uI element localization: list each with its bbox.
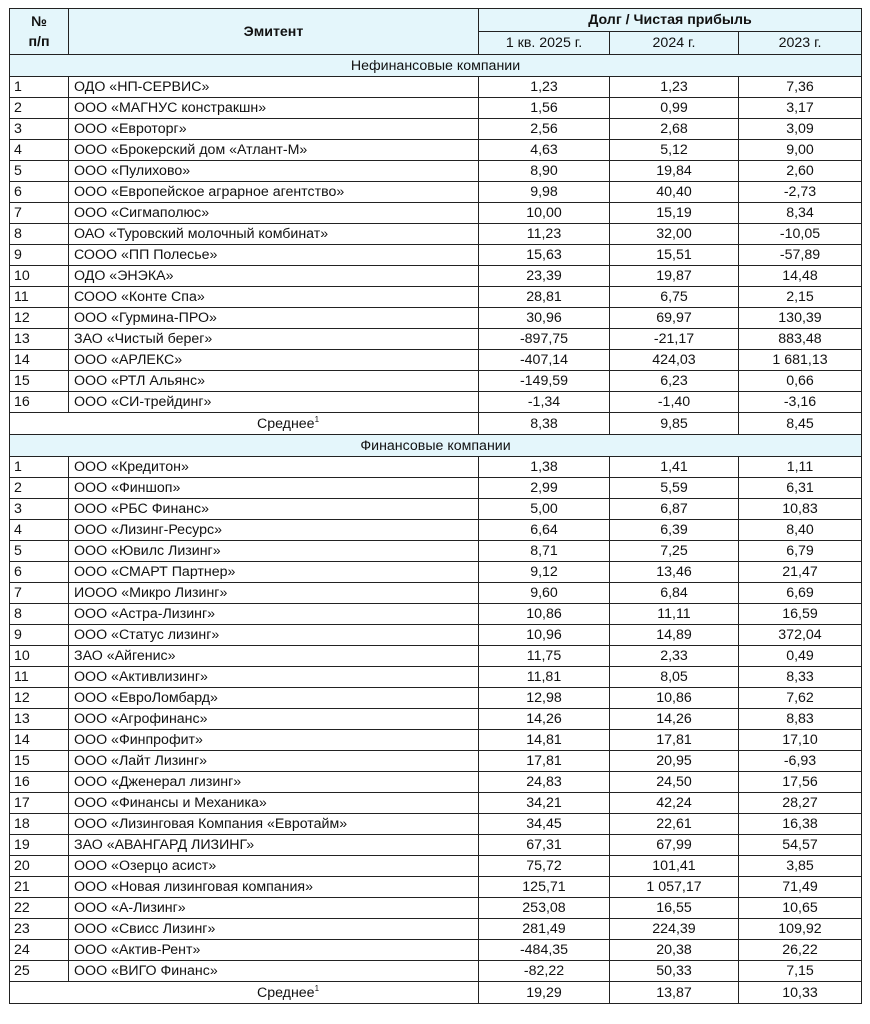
- issuer-name: ООО «А-Лизинг»: [69, 898, 479, 919]
- value-2023: 6,79: [739, 541, 862, 562]
- value-q1-2025: -82,22: [479, 961, 610, 982]
- issuer-name: ООО «Финпрофит»: [69, 730, 479, 751]
- table-row: [10, 287, 862, 308]
- row-number: 11: [10, 287, 69, 308]
- issuer-name: СООО «Конте Спа»: [69, 287, 479, 308]
- issuer-name: ООО «Ювилс Лизинг»: [69, 541, 479, 562]
- row-number: 19: [10, 835, 69, 856]
- table-row: [10, 646, 862, 667]
- value-2023: 1,11: [739, 457, 862, 478]
- row-number: 10: [10, 266, 69, 287]
- value-q1-2025: -1,34: [479, 392, 610, 413]
- value-2024: 24,50: [610, 772, 739, 793]
- row-number: 10: [10, 646, 69, 667]
- value-2024: 6,39: [610, 520, 739, 541]
- table-row: [10, 140, 862, 161]
- value-2024: -21,17: [610, 329, 739, 350]
- value-q1-2025: -407,14: [479, 350, 610, 371]
- value-2023: 71,49: [739, 877, 862, 898]
- issuer-name: ИООО «Микро Лизинг»: [69, 583, 479, 604]
- value-q1-2025: 125,71: [479, 877, 610, 898]
- value-q1-2025: 9,98: [479, 182, 610, 203]
- table-row: [10, 856, 862, 877]
- value-q1-2025: 8,71: [479, 541, 610, 562]
- value-q1-2025: 15,63: [479, 245, 610, 266]
- value-2023: 2,15: [739, 287, 862, 308]
- row-number: 15: [10, 371, 69, 392]
- average-label: Среднее: [256, 415, 315, 432]
- value-q1-2025: 24,83: [479, 772, 610, 793]
- row-number: 23: [10, 919, 69, 940]
- section-header-row: [10, 55, 862, 77]
- issuer-name: ООО «Финшоп»: [69, 478, 479, 499]
- value-2023: 1 681,13: [739, 350, 862, 371]
- issuer-name: ООО «Финансы и Механика»: [69, 793, 479, 814]
- table-row: [10, 350, 862, 371]
- value-2023: 28,27: [739, 793, 862, 814]
- value-2023: 130,39: [739, 308, 862, 329]
- table-row: [10, 940, 862, 961]
- table-row: [10, 772, 862, 793]
- issuer-name: ООО «Гурмина-ПРО»: [69, 308, 479, 329]
- row-number: 7: [10, 583, 69, 604]
- value-2023: 16,38: [739, 814, 862, 835]
- row-number: 9: [10, 245, 69, 266]
- table-row: [10, 308, 862, 329]
- issuer-name: ЗАО «Айгенис»: [69, 646, 479, 667]
- value-2024: 101,41: [610, 856, 739, 877]
- value-q1-2025: 5,00: [479, 499, 610, 520]
- value-2024: 13,46: [610, 562, 739, 583]
- row-number: 25: [10, 961, 69, 982]
- row-number: 5: [10, 161, 69, 182]
- value-q1-2025: 28,81: [479, 287, 610, 308]
- value-2023: 3,17: [739, 98, 862, 119]
- value-q1-2025: 10,00: [479, 203, 610, 224]
- value-q1-2025: 1,23: [479, 77, 610, 98]
- value-2023: -2,73: [739, 182, 862, 203]
- value-q1-2025: 6,64: [479, 520, 610, 541]
- value-2024: 69,97: [610, 308, 739, 329]
- value-2024: 10,86: [610, 688, 739, 709]
- value-2024: 1,41: [610, 457, 739, 478]
- value-2023: 3,09: [739, 119, 862, 140]
- table-row: [10, 625, 862, 646]
- average-label: Среднее: [256, 984, 315, 1001]
- issuer-name: ООО «Лайт Лизинг»: [69, 751, 479, 772]
- value-q1-2025: 11,75: [479, 646, 610, 667]
- table-row: [10, 478, 862, 499]
- value-2023: 8,33: [739, 667, 862, 688]
- value-2024: 14,26: [610, 709, 739, 730]
- value-2024: 1,23: [610, 77, 739, 98]
- issuer-name: ООО «МАГНУС констракшн»: [69, 98, 479, 119]
- table-row: [10, 266, 862, 287]
- value-2023: -6,93: [739, 751, 862, 772]
- value-2023: 8,40: [739, 520, 862, 541]
- value-q1-2025: 2,56: [479, 119, 610, 140]
- value-2023: 26,22: [739, 940, 862, 961]
- row-number: 12: [10, 308, 69, 329]
- value-2024: 15,51: [610, 245, 739, 266]
- value-q1-2025: 1,38: [479, 457, 610, 478]
- issuer-name: ЗАО «АВАНГАРД ЛИЗИНГ»: [69, 835, 479, 856]
- row-number: 14: [10, 350, 69, 371]
- value-2023: 7,36: [739, 77, 862, 98]
- value-2024: 424,03: [610, 350, 739, 371]
- table-row: [10, 457, 862, 478]
- row-number: 22: [10, 898, 69, 919]
- value-q1-2025: 9,12: [479, 562, 610, 583]
- average-footnote-marker: 1: [314, 414, 320, 424]
- issuer-name: ООО «Лизинг-Ресурс»: [69, 520, 479, 541]
- issuer-name: ООО «Свисс Лизинг»: [69, 919, 479, 940]
- value-2023: 7,15: [739, 961, 862, 982]
- average-label-cell: [10, 982, 479, 1004]
- value-q1-2025: 23,39: [479, 266, 610, 287]
- issuer-name: ОАО «Туровский молочный комбинат»: [69, 224, 479, 245]
- section-title: Нефинансовые компании: [10, 55, 862, 77]
- table-row: [10, 119, 862, 140]
- table-row: [10, 898, 862, 919]
- value-q1-2025: 253,08: [479, 898, 610, 919]
- table-row: [10, 203, 862, 224]
- issuer-name: ООО «Сигмаполюс»: [69, 203, 479, 224]
- value-2023: -3,16: [739, 392, 862, 413]
- period-header-2024: 2024 г.: [610, 32, 739, 55]
- number-label: №: [31, 13, 47, 30]
- issuer-name: ООО «АРЛЕКС»: [69, 350, 479, 371]
- issuer-column-header: Эмитент: [69, 9, 479, 55]
- value-q1-2025: 14,81: [479, 730, 610, 751]
- issuer-name: ООО «СИ-трейдинг»: [69, 392, 479, 413]
- value-q1-2025: 9,60: [479, 583, 610, 604]
- table-row: [10, 919, 862, 940]
- row-number: 20: [10, 856, 69, 877]
- value-2023: 10,83: [739, 499, 862, 520]
- table-row: [10, 667, 862, 688]
- issuer-name: ОДО «НП-СЕРВИС»: [69, 77, 479, 98]
- value-2024: 14,89: [610, 625, 739, 646]
- issuer-name: ООО «Новая лизинговая компания»: [69, 877, 479, 898]
- value-q1-2025: 67,31: [479, 835, 610, 856]
- row-number: 7: [10, 203, 69, 224]
- row-number: 6: [10, 562, 69, 583]
- value-2024: 20,95: [610, 751, 739, 772]
- table-row: [10, 730, 862, 751]
- value-q1-2025: 11,81: [479, 667, 610, 688]
- value-2024: 32,00: [610, 224, 739, 245]
- debt-to-net-profit-table: [9, 8, 862, 1004]
- value-2023: 2,60: [739, 161, 862, 182]
- section-title: Финансовые компании: [10, 435, 862, 457]
- issuer-name: ООО «Лизинговая Компания «Евротайм»: [69, 814, 479, 835]
- value-2024: 40,40: [610, 182, 739, 203]
- issuer-name: ООО «Дженерал лизинг»: [69, 772, 479, 793]
- issuer-name: ООО «ЕвроЛомбард»: [69, 688, 479, 709]
- value-q1-2025: 14,26: [479, 709, 610, 730]
- table-row: [10, 245, 862, 266]
- issuer-name: ООО «Озерцо асист»: [69, 856, 479, 877]
- issuer-name: ОДО «ЭНЭКА»: [69, 266, 479, 287]
- average-footnote-marker: 1: [314, 983, 320, 993]
- value-q1-2025: 10,96: [479, 625, 610, 646]
- value-2024: 6,84: [610, 583, 739, 604]
- value-2023: 372,04: [739, 625, 862, 646]
- table-row: [10, 604, 862, 625]
- issuer-name: ООО «Пулихово»: [69, 161, 479, 182]
- average-label-cell: [10, 413, 479, 435]
- value-q1-2025: 34,21: [479, 793, 610, 814]
- issuer-name: ООО «Брокерский дом «Атлант-М»: [69, 140, 479, 161]
- value-2024: 6,75: [610, 287, 739, 308]
- value-q1-2025: 2,99: [479, 478, 610, 499]
- issuer-name: ООО «Европейское аграрное агентство»: [69, 182, 479, 203]
- value-q1-2025: 10,86: [479, 604, 610, 625]
- row-number: 1: [10, 457, 69, 478]
- value-2024: 19,87: [610, 266, 739, 287]
- value-2024: 50,33: [610, 961, 739, 982]
- table-row: [10, 835, 862, 856]
- row-number: 3: [10, 119, 69, 140]
- average-q1-2025: 8,38: [479, 413, 610, 435]
- issuer-name: СООО «ПП Полесье»: [69, 245, 479, 266]
- value-2023: 8,34: [739, 203, 862, 224]
- value-2023: 17,10: [739, 730, 862, 751]
- number-column-header: [10, 9, 69, 55]
- row-number: 15: [10, 751, 69, 772]
- row-number: 13: [10, 709, 69, 730]
- issuer-name: ООО «Активлизинг»: [69, 667, 479, 688]
- row-number: 2: [10, 478, 69, 499]
- issuer-name: ООО «Евроторг»: [69, 119, 479, 140]
- issuer-name: ООО «Астра-Лизинг»: [69, 604, 479, 625]
- value-q1-2025: 17,81: [479, 751, 610, 772]
- table-row: [10, 688, 862, 709]
- issuer-name: ООО «РТЛ Альянс»: [69, 371, 479, 392]
- average-row: [10, 413, 862, 435]
- value-2023: 0,66: [739, 371, 862, 392]
- row-number: 5: [10, 541, 69, 562]
- value-2024: -1,40: [610, 392, 739, 413]
- table-row: [10, 371, 862, 392]
- table-row: [10, 793, 862, 814]
- row-number: 13: [10, 329, 69, 350]
- value-q1-2025: 281,49: [479, 919, 610, 940]
- table-row: [10, 709, 862, 730]
- row-number: 8: [10, 604, 69, 625]
- row-number: 24: [10, 940, 69, 961]
- value-q1-2025: 11,23: [479, 224, 610, 245]
- value-2024: 20,38: [610, 940, 739, 961]
- table-row: [10, 499, 862, 520]
- average-2023: 8,45: [739, 413, 862, 435]
- row-number: 2: [10, 98, 69, 119]
- value-2024: 2,33: [610, 646, 739, 667]
- row-number: 6: [10, 182, 69, 203]
- table-row: [10, 329, 862, 350]
- table-row: [10, 877, 862, 898]
- average-2024: 13,87: [610, 982, 739, 1004]
- row-number: 16: [10, 392, 69, 413]
- value-2024: 1 057,17: [610, 877, 739, 898]
- row-number: 18: [10, 814, 69, 835]
- value-2023: 9,00: [739, 140, 862, 161]
- value-2023: 0,49: [739, 646, 862, 667]
- average-q1-2025: 19,29: [479, 982, 610, 1004]
- value-2023: 8,83: [739, 709, 862, 730]
- value-2023: 16,59: [739, 604, 862, 625]
- value-q1-2025: 75,72: [479, 856, 610, 877]
- value-2024: 0,99: [610, 98, 739, 119]
- table-row: [10, 814, 862, 835]
- value-2024: 224,39: [610, 919, 739, 940]
- value-2023: 3,85: [739, 856, 862, 877]
- value-2024: 11,11: [610, 604, 739, 625]
- row-number: 9: [10, 625, 69, 646]
- issuer-name: ООО «РБС Финанс»: [69, 499, 479, 520]
- issuer-name: ООО «СМАРТ Партнер»: [69, 562, 479, 583]
- value-2023: 17,56: [739, 772, 862, 793]
- period-header-q1-2025: 1 кв. 2025 г.: [479, 32, 610, 55]
- value-q1-2025: 34,45: [479, 814, 610, 835]
- table-row: [10, 961, 862, 982]
- value-2024: 2,68: [610, 119, 739, 140]
- row-number: 17: [10, 793, 69, 814]
- value-2024: 7,25: [610, 541, 739, 562]
- row-number: 21: [10, 877, 69, 898]
- value-2024: 6,87: [610, 499, 739, 520]
- value-2024: 42,24: [610, 793, 739, 814]
- value-2023: -57,89: [739, 245, 862, 266]
- row-number: 16: [10, 772, 69, 793]
- table-body: [10, 55, 862, 1004]
- value-2023: 883,48: [739, 329, 862, 350]
- issuer-name: ООО «Актив-Рент»: [69, 940, 479, 961]
- issuer-name: ООО «Агрофинанс»: [69, 709, 479, 730]
- table-row: [10, 98, 862, 119]
- table-row: [10, 161, 862, 182]
- value-2023: 7,62: [739, 688, 862, 709]
- value-2023: 14,48: [739, 266, 862, 287]
- issuer-name: ООО «Кредитон»: [69, 457, 479, 478]
- value-2024: 5,59: [610, 478, 739, 499]
- table-row: [10, 520, 862, 541]
- value-2024: 8,05: [610, 667, 739, 688]
- value-q1-2025: -484,35: [479, 940, 610, 961]
- row-number: 8: [10, 224, 69, 245]
- row-number: 11: [10, 667, 69, 688]
- value-2023: 21,47: [739, 562, 862, 583]
- value-2023: 10,65: [739, 898, 862, 919]
- table-row: [10, 224, 862, 245]
- number-label-2: п/п: [28, 33, 50, 50]
- table-row: [10, 182, 862, 203]
- value-2024: 17,81: [610, 730, 739, 751]
- value-q1-2025: -149,59: [479, 371, 610, 392]
- average-2024: 9,85: [610, 413, 739, 435]
- value-2023: -10,05: [739, 224, 862, 245]
- table-row: [10, 541, 862, 562]
- row-number: 12: [10, 688, 69, 709]
- table-row: [10, 77, 862, 98]
- table-row: [10, 562, 862, 583]
- value-2023: 6,69: [739, 583, 862, 604]
- issuer-name: ЗАО «Чистый берег»: [69, 329, 479, 350]
- table-row: [10, 583, 862, 604]
- value-2023: 54,57: [739, 835, 862, 856]
- issuer-name: ООО «Статус лизинг»: [69, 625, 479, 646]
- ratio-table-container: [9, 8, 862, 1004]
- table-row: [10, 751, 862, 772]
- issuer-name: ООО «ВИГО Финанс»: [69, 961, 479, 982]
- value-2024: 67,99: [610, 835, 739, 856]
- value-q1-2025: -897,75: [479, 329, 610, 350]
- value-q1-2025: 8,90: [479, 161, 610, 182]
- average-row: [10, 982, 862, 1004]
- row-number: 3: [10, 499, 69, 520]
- value-q1-2025: 1,56: [479, 98, 610, 119]
- value-2024: 5,12: [610, 140, 739, 161]
- value-q1-2025: 30,96: [479, 308, 610, 329]
- value-2023: 109,92: [739, 919, 862, 940]
- table-row: [10, 392, 862, 413]
- table-header: [10, 9, 862, 55]
- row-number: 4: [10, 140, 69, 161]
- value-2024: 22,61: [610, 814, 739, 835]
- row-number: 4: [10, 520, 69, 541]
- row-number: 1: [10, 77, 69, 98]
- value-2023: 6,31: [739, 478, 862, 499]
- average-2023: 10,33: [739, 982, 862, 1004]
- value-q1-2025: 12,98: [479, 688, 610, 709]
- row-number: 14: [10, 730, 69, 751]
- value-2024: 6,23: [610, 371, 739, 392]
- value-2024: 19,84: [610, 161, 739, 182]
- ratio-group-header: Долг / Чистая прибыль: [479, 9, 862, 32]
- period-header-2023: 2023 г.: [739, 32, 862, 55]
- section-header-row: [10, 435, 862, 457]
- value-q1-2025: 4,63: [479, 140, 610, 161]
- value-2024: 15,19: [610, 203, 739, 224]
- value-2024: 16,55: [610, 898, 739, 919]
